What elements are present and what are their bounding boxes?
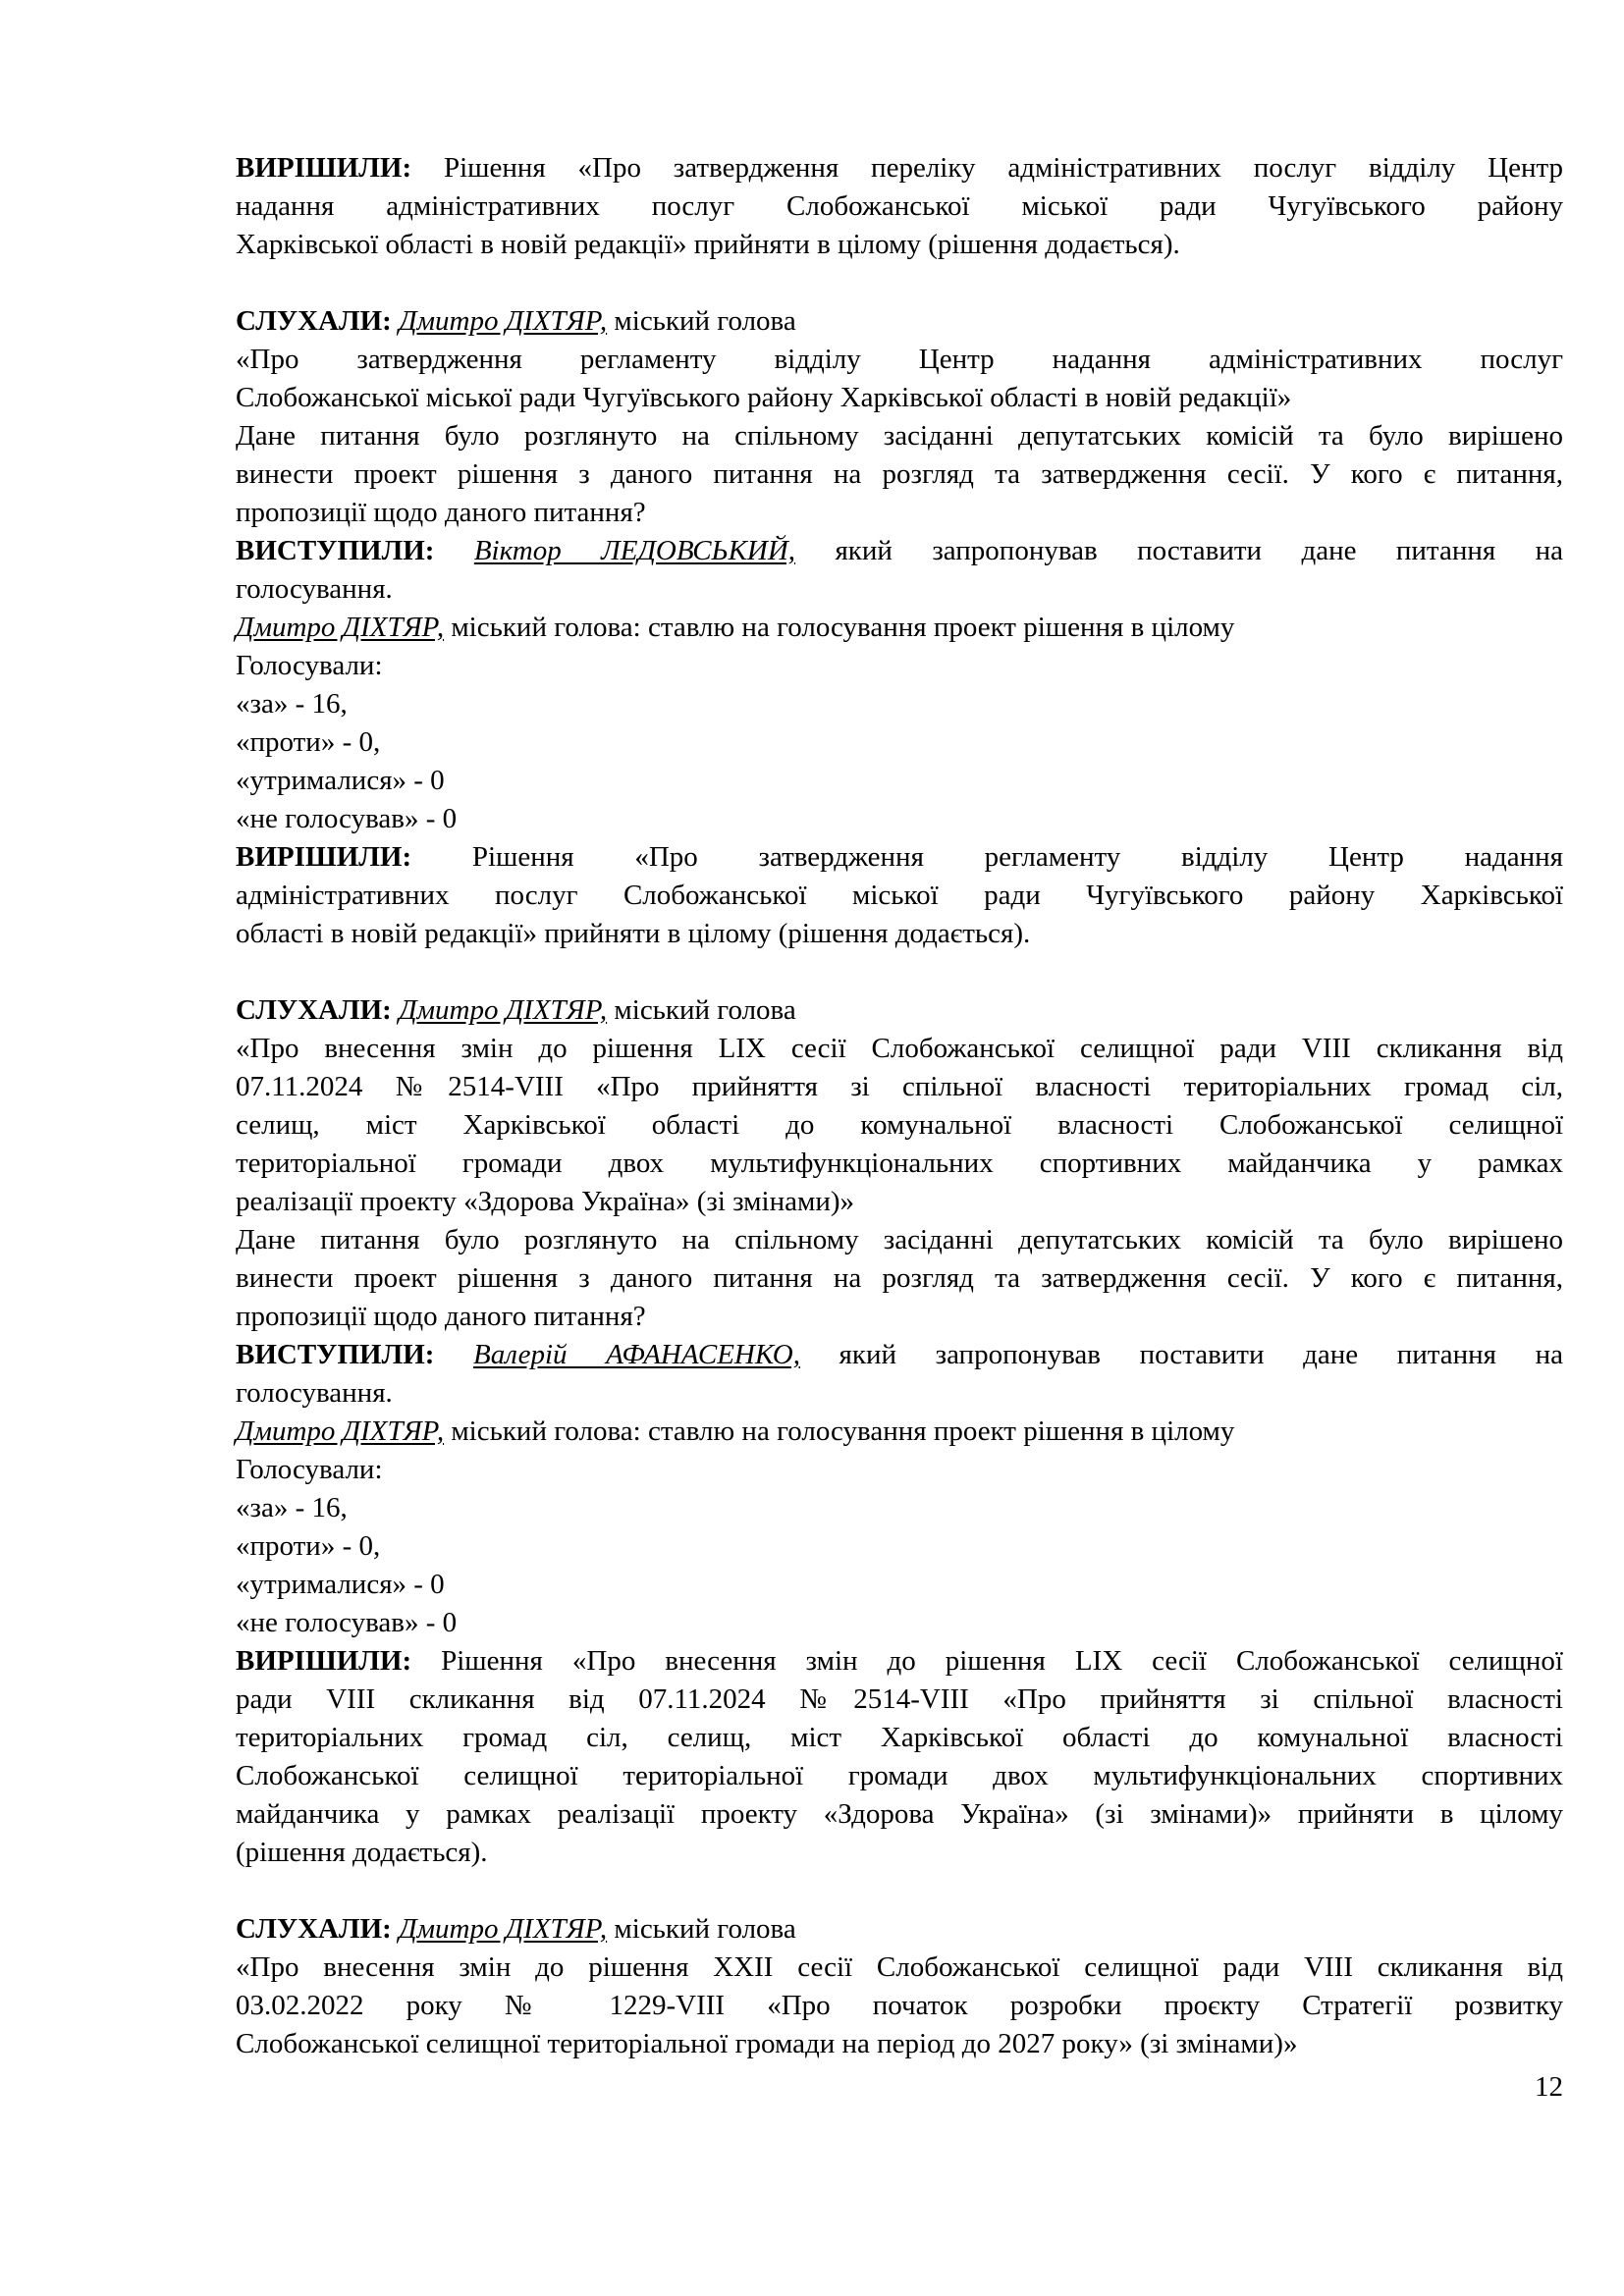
text-run: голосування. — [236, 573, 393, 605]
text-line — [236, 1259, 1563, 1298]
text-line — [236, 1757, 1563, 1795]
speaker-name: Дмитро ДІХТЯР, — [399, 1913, 608, 1945]
speaker-name: Валерій АФАНАСЕНКО, — [473, 1339, 800, 1370]
text-line — [236, 1374, 1563, 1413]
text-run: «за» - 16, — [236, 1492, 348, 1523]
text-line — [236, 1106, 1563, 1145]
text-run: міський голова — [607, 305, 796, 337]
text-run: Слобожанської міської ради Чугуївського району Харківської області в новій редакції» — [236, 382, 1292, 413]
text-line — [236, 1949, 1563, 1987]
text-line — [236, 1413, 1563, 1451]
section-keyword: ВИРІШИЛИ: — [236, 1645, 412, 1677]
text-run: «Про затвердження регламенту відділу Центр надання адміністративних послуг — [236, 344, 1563, 375]
text-line — [236, 1068, 1563, 1106]
text-line — [236, 379, 1563, 417]
paragraph-gap — [236, 264, 1563, 302]
text-run: Слобожанської селищної територіальної громади двох мультифункціональних спортивних — [236, 1760, 1563, 1791]
text-run: Голосували: — [236, 650, 383, 681]
text-line — [236, 1795, 1563, 1834]
text-line — [236, 494, 1563, 532]
text-run: пропозиції щодо даного питання? — [236, 497, 646, 528]
text-line — [236, 1183, 1563, 1221]
text-line — [236, 1030, 1563, 1068]
text-run: «за» - 16, — [236, 688, 348, 720]
text-run — [392, 1913, 399, 1945]
speaker-name: Дмитро ДІХТЯР, — [399, 305, 608, 337]
text-line — [236, 1451, 1563, 1489]
text-line — [236, 1566, 1563, 1604]
section-keyword: СЛУХАЛИ: — [236, 305, 392, 337]
text-line — [236, 226, 1563, 264]
page-number: 12 — [1535, 2071, 1563, 2103]
text-run: Рішення «Про затвердження переліку адміністративних послуг відділу Центр — [411, 152, 1563, 184]
text-line — [236, 532, 1563, 570]
text-run: «Про внесення змін до рішення XXII сесії Слобожанської селищної ради VIII скликання від — [236, 1951, 1563, 1983]
text-line — [236, 877, 1563, 915]
text-run — [434, 535, 473, 566]
text-run: майданчика у рамках реалізації проекту «Здорова Україна» (зі змінами)» прийняти в цілому — [236, 1798, 1563, 1830]
speaker-name: Віктор ЛЕДОВСЬКИЙ, — [473, 535, 796, 566]
section-keyword: СЛУХАЛИ: — [236, 1913, 392, 1945]
text-line — [236, 149, 1563, 187]
text-run: 03.02.2022 року № 1229-VIII «Про початок розробки проєкту Стратегії розвитку — [236, 1990, 1563, 2021]
text-run: (рішення додається). — [236, 1837, 488, 1868]
text-run: «проти» - 0, — [236, 1530, 381, 1562]
text-run: ради VIII скликання від 07.11.2024 №2514-VIII «Про прийняття зі спільної власності — [236, 1683, 1563, 1715]
text-run: міський голова — [607, 994, 796, 1026]
text-run: області в новій редакції» прийняти в цілому (рішення додається). — [236, 918, 1031, 949]
text-run: «не голосував» - 0 — [236, 1607, 458, 1638]
text-run: Дане питання було розглянуто на спільному засіданні депутатських комісій та було вирішено — [236, 1224, 1563, 1255]
text-line — [236, 609, 1563, 647]
text-run: який запропонував поставити дане питання на — [795, 535, 1563, 566]
text-run: Слобожанської селищної територіальної громади на період до 2027 року» (зі змінами)» — [236, 2028, 1298, 2059]
text-line — [236, 838, 1563, 877]
agenda-section — [236, 302, 1563, 953]
text-run: територіальних громад сіл, селищ, міст Харківської області до комунальної власності — [236, 1722, 1563, 1753]
text-line — [236, 1681, 1563, 1719]
text-run: Дане питання було розглянуто на спільному засіданні депутатських комісій та було вирішено — [236, 420, 1563, 452]
text-line — [236, 1489, 1563, 1527]
text-line — [236, 1604, 1563, 1642]
text-run: територіальної громади двох мультифункціональних спортивних майданчика у рамках — [236, 1148, 1563, 1179]
text-run: надання адміністративних послуг Слобожанської міської ради Чугуївського району — [236, 190, 1563, 222]
agenda-section — [236, 991, 1563, 1872]
text-run: адміністративних послуг Слобожанської міської ради Чугуївського району Харківської — [236, 880, 1563, 911]
text-run: Харківської області в новій редакції» прийняти в цілому (рішення додається). — [236, 229, 1180, 260]
text-line — [236, 1527, 1563, 1566]
text-run: реалізації проекту «Здорова Україна» (зі змінами)» — [236, 1186, 855, 1217]
section-keyword: ВИРІШИЛИ: — [236, 152, 412, 184]
text-run: голосування. — [236, 1377, 393, 1409]
section-keyword: СЛУХАЛИ: — [236, 994, 392, 1026]
text-line — [236, 341, 1563, 379]
speaker-name: Дмитро ДІХТЯР, — [236, 1415, 445, 1447]
agenda-section — [236, 149, 1563, 264]
paragraph-gap — [236, 1872, 1563, 1910]
text-line — [236, 915, 1563, 953]
text-line — [236, 1298, 1563, 1336]
text-run: Голосували: — [236, 1454, 383, 1485]
text-line — [236, 685, 1563, 723]
speaker-name: Дмитро ДІХТЯР, — [236, 612, 445, 643]
text-run: який запропонував поставити дане питання на — [799, 1339, 1563, 1370]
text-line — [236, 991, 1563, 1030]
text-run: міський голова: ставлю на голосування проект рішення в цілому — [444, 1415, 1235, 1447]
text-line — [236, 647, 1563, 685]
text-line — [236, 1145, 1563, 1183]
text-run — [392, 305, 399, 337]
text-line — [236, 1987, 1563, 2025]
text-line — [236, 1642, 1563, 1681]
text-line — [236, 302, 1563, 341]
text-line — [236, 1221, 1563, 1259]
text-run: пропозиції щодо даного питання? — [236, 1301, 646, 1332]
section-keyword: ВИСТУПИЛИ: — [236, 535, 435, 566]
text-line — [236, 417, 1563, 455]
text-line — [236, 723, 1563, 762]
text-run: «проти» - 0, — [236, 726, 381, 758]
text-line — [236, 187, 1563, 226]
text-run: «утрималися» - 0 — [236, 765, 445, 796]
text-run: «Про внесення змін до рішення LIX сесії Слобожанської селищної ради VIII скликання від — [236, 1033, 1563, 1064]
text-run: Рішення «Про внесення змін до рішення LIX сесії Слобожанської селищної — [411, 1645, 1563, 1677]
text-line — [236, 762, 1563, 800]
text-run: Рішення «Про затвердження регламенту відділу Центр надання — [411, 841, 1563, 873]
text-line — [236, 1336, 1563, 1374]
text-line — [236, 1834, 1563, 1872]
text-run: винести проект рішення з даного питання на розгляд та затвердження сесії. У кого є питання, — [236, 458, 1563, 490]
text-run: «утрималися» - 0 — [236, 1569, 445, 1600]
text-run: винести проект рішення з даного питання на розгляд та затвердження сесії. У кого є питання, — [236, 1262, 1563, 1294]
section-keyword: ВИРІШИЛИ: — [236, 841, 412, 873]
text-run — [434, 1339, 473, 1370]
text-run: міський голова: ставлю на голосування проект рішення в цілому — [444, 612, 1235, 643]
paragraph-gap — [236, 953, 1563, 991]
text-line — [236, 455, 1563, 494]
document-body — [236, 149, 1563, 2063]
text-run: селищ, міст Харківської області до комунальної власності Слобожанської селищної — [236, 1109, 1563, 1141]
section-keyword: ВИСТУПИЛИ: — [236, 1339, 435, 1370]
text-line — [236, 1719, 1563, 1757]
text-run — [392, 994, 399, 1026]
text-line — [236, 2025, 1563, 2063]
text-run: «не голосував» - 0 — [236, 803, 458, 834]
text-run: міський голова — [607, 1913, 796, 1945]
text-line — [236, 1910, 1563, 1949]
text-line — [236, 570, 1563, 609]
speaker-name: Дмитро ДІХТЯР, — [399, 994, 608, 1026]
text-run: 07.11.2024 №2514-VIII «Про прийняття зі спільної власності територіальних громад сіл, — [236, 1071, 1563, 1102]
text-line — [236, 800, 1563, 838]
agenda-section — [236, 1910, 1563, 2063]
